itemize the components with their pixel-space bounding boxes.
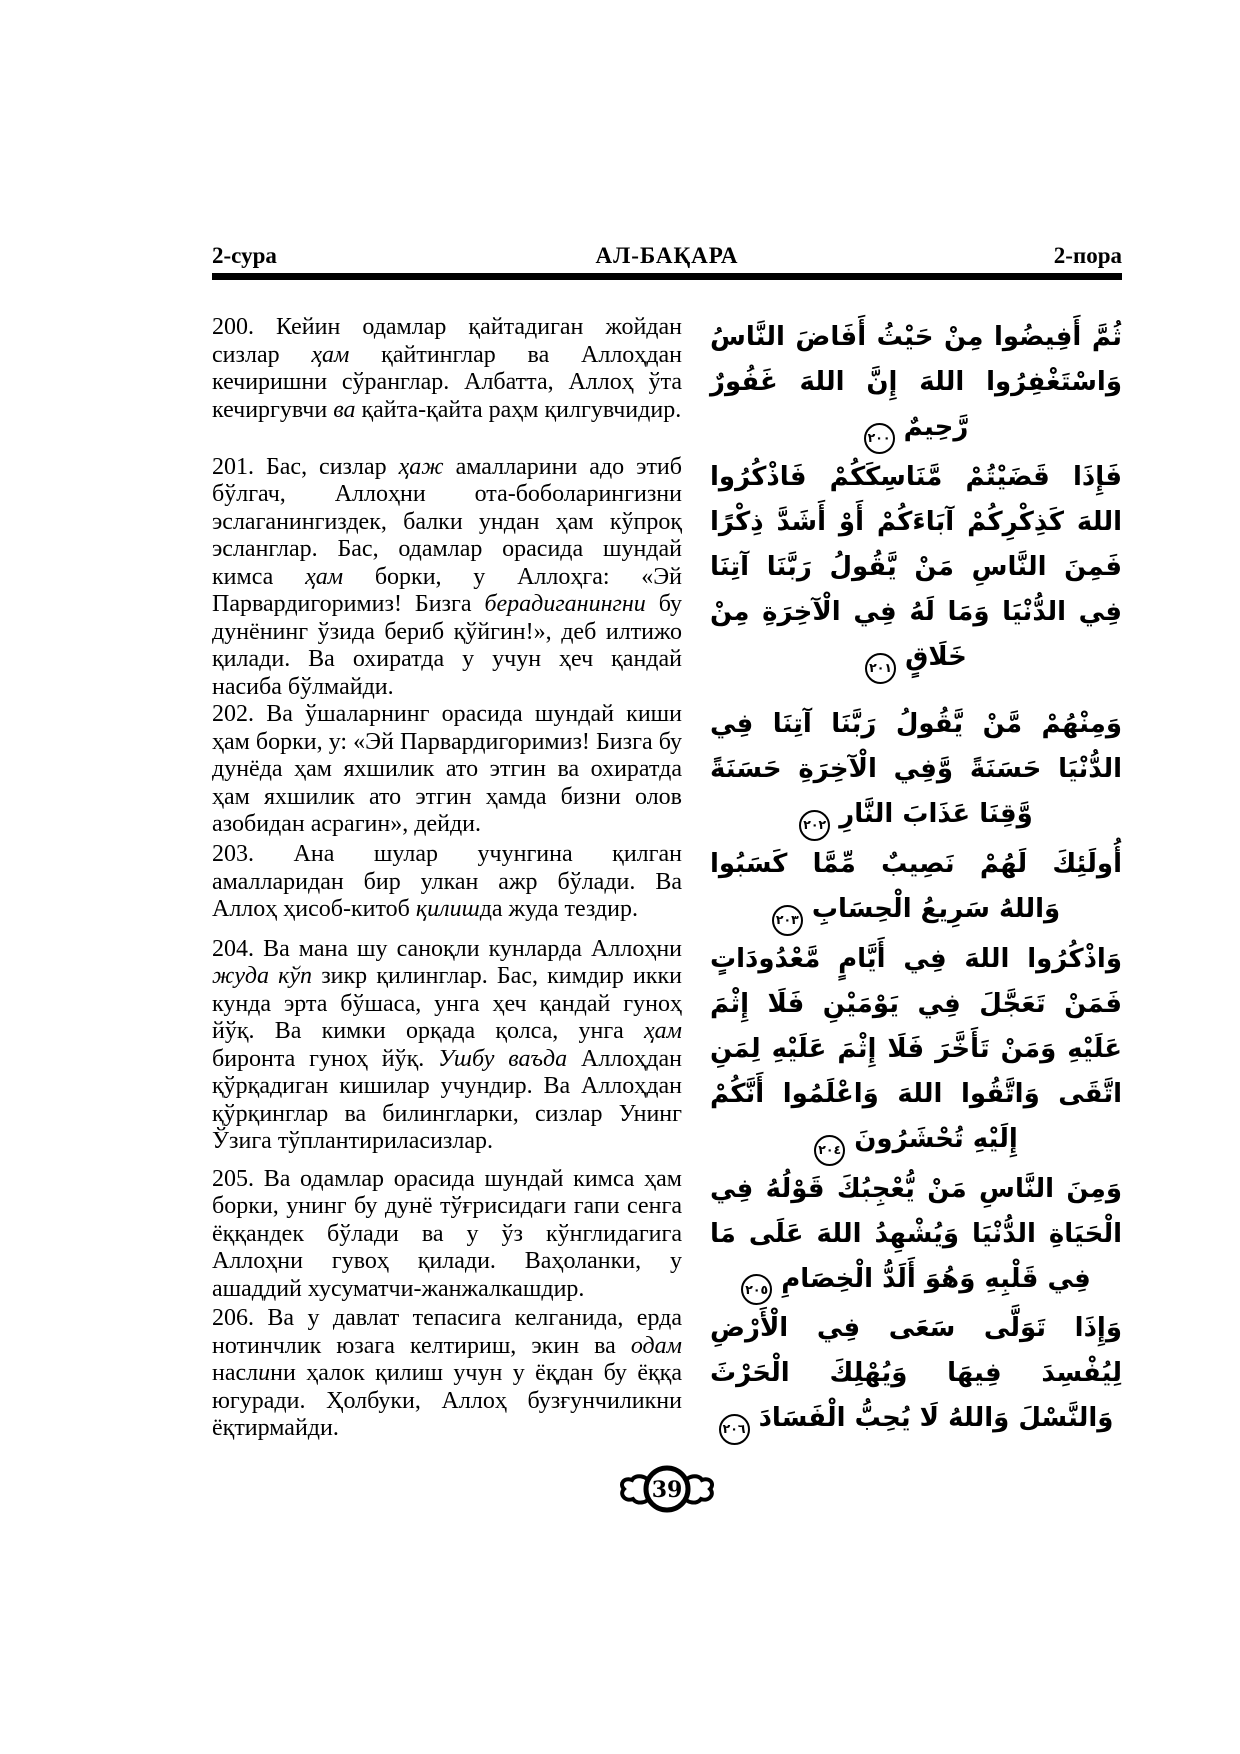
text-segment: амалларини адо этиб бўлгач, Аллоҳни ота-боболарингизни эслаганингиздек, балки ундан ҳам кўпроқ эсланглар. Бас, одамлар орасида шундай кимса — [212, 453, 682, 590]
italic-segment: ҳам — [305, 563, 344, 590]
header-pora-label: 2-пора — [1053, 243, 1122, 268]
text-segment: 202. Ва ўшаларнинг орасида шундай киши ҳам борки, у: «Эй Парвардигоримиз! Бизга бу дунёда ҳам яхшилик ато этгин ва охиратда ҳам яхшилик ато этгин ҳамда бизни олов азобидан асрагин», дейди. — [212, 701, 682, 838]
verse-row-200 — [212, 314, 1122, 454]
arabic-verse-202 — [710, 701, 1122, 841]
italic-segment: қилиш — [415, 896, 480, 922]
page-footer — [212, 1461, 1122, 1517]
text-segment: бу дунёнинг ўзида бериб қўйгин!», деб илтижо қилади. Ва охиратда у учун ҳеч қандай насиба бўлмайди. — [212, 591, 682, 700]
italic-segment: жуда кўп — [212, 963, 313, 990]
verse-end-marker: ٢٠٥ — [741, 1274, 772, 1305]
arabic-text: وَمِنَ النَّاسِ مَنْ يُّعْجِبُكَ قَوْلُهُ فِي الْحَيَاةِ الدُّنْيَا وَيُشْهِدُ اللهَ عَلَى مَا فِي قَلْبِهِ وَهُوَ أَلَدُّ الْخِصَامِ — [710, 1173, 1122, 1294]
italic-segment: берадиганингни — [484, 591, 646, 618]
verse-end-marker: ٢٠١ — [865, 653, 896, 684]
text-segment: Аллоҳдан қўрқадиган кишилар учундир. Ва Аллоҳдан қўрқинглар ва билингларки, сизлар Унинг Ўзига тўплантириласизлар. — [212, 1045, 682, 1155]
verse-end-marker: ٢٠٤ — [814, 1135, 845, 1166]
arabic-verse-206 — [710, 1305, 1122, 1445]
text-segment: 203. Ана шулар учунгина қилган амалларидан бир улкан ажр бўлади. Ва Аллоҳ ҳисоб-китоб — [212, 841, 682, 922]
verse-row-201 — [212, 454, 1122, 702]
verse-row-203 — [212, 841, 1122, 936]
arabic-text: وَإِذَا تَوَلَّى سَعَى فِي الْأَرْضِ لِيُفْسِدَ فِيهَا وَيُهْلِكَ الْحَرْثَ وَالنَّسْلَ وَاللهُ لَا يُحِبُّ الْفَسَادَ — [710, 1313, 1122, 1434]
italic-segment: ва — [333, 396, 356, 423]
text-segment: зикр қилинглар. Бас, кимдир икки кунда эрта бўшаса, унга ҳеч қандай гуноҳ йўқ. Ва кимки орқада қолса, унга — [212, 963, 682, 1045]
text-segment: қайта-қайта раҳм қилгувчидир. — [355, 396, 682, 423]
arabic-verse-204 — [710, 936, 1122, 1166]
text-segment: борки, у Аллоҳга: «Эй Парвардигоримиз! Бизга — [212, 563, 682, 618]
page-header — [212, 244, 1122, 268]
text-segment: да жуда тездир. — [479, 896, 639, 922]
italic-segment: ҳам — [311, 341, 350, 368]
text-segment: насл — [212, 1360, 259, 1387]
uzbek-paragraph-200 — [212, 314, 682, 424]
arabic-verse-205 — [710, 1166, 1122, 1306]
verse-row-206 — [212, 1305, 1122, 1445]
text-segment: ни ҳалок қилиш учун у ёқдан бу ёққа югуради. Ҳолбуки, Аллоҳ бузғунчиликни ёқтирмайди. — [212, 1360, 682, 1442]
italic-segment: одам — [630, 1332, 682, 1359]
arabic-text: ثُمَّ أَفِيضُوا مِنْ حَيْثُ أَفَاضَ النَّاسُ وَاسْتَغْفِرُوا اللهَ إِنَّ اللهَ غَفُورٌ رَّحِيمٌ — [710, 322, 1122, 442]
verse-end-marker: ٢٠٦ — [719, 1414, 750, 1445]
text-segment: 205. Ва одамлар орасида шундай кимса ҳам борки, унинг бу дунё тўғрисидаги гапи сенга ёққандек бўлади ва у ўз кўнглидагига Аллоҳни гувоҳ қилади. Ваҳоланки, у ашаддий хусуматчи-жанжалкашдир. — [212, 1165, 682, 1302]
italic-segment: и — [258, 1360, 271, 1387]
header-rule — [212, 273, 1122, 280]
verse-end-marker: ٢٠٣ — [772, 905, 803, 936]
uzbek-paragraph-201 — [212, 454, 682, 702]
arabic-verse-201 — [710, 454, 1122, 684]
page-title: АЛ-БАҚАРА — [595, 243, 739, 268]
italic-segment: ҳам — [644, 1018, 682, 1045]
verse-end-marker: ٢٠٢ — [799, 810, 830, 841]
arabic-text: وَاذْكُرُوا اللهَ فِي أَيَّامٍ مَّعْدُودَاتٍ فَمَنْ تَعَجَّلَ فِي يَوْمَيْنِ فَلَا إِثْمَ عَلَيْهِ وَمَنْ تَأَخَّرَ فَلَا إِثْمَ عَلَيْهِ لِمَنِ اتَّقَى وَاتَّقُوا اللهَ وَاعْلَمُوا أَنَّكُمْ إِلَيْهِ تُحْشَرُونَ — [710, 943, 1122, 1154]
text-segment: биронта гуноҳ йўқ. — [212, 1045, 439, 1072]
verse-row-204 — [212, 936, 1122, 1166]
uzbek-paragraph-203 — [212, 841, 682, 924]
uzbek-paragraph-206 — [212, 1305, 682, 1443]
text-segment: 201. Бас, сизлар — [212, 453, 399, 480]
text-segment: 206. Ва у давлат тепасига келганида, ерда нотинчлик юзага келтириш, экин ва — [212, 1305, 682, 1359]
page-number-ornament-icon — [617, 1461, 717, 1517]
arabic-verse-200 — [710, 314, 1122, 454]
header-sura-label: 2-сура — [212, 243, 277, 268]
uzbek-paragraph-204 — [212, 936, 682, 1156]
arabic-text: فَإِذَا قَضَيْتُمْ مَّنَاسِكَكُمْ فَاذْكُرُوا اللهَ كَذِكْرِكُمْ آبَاءَكُمْ أَوْ أَشَدَّ ذِكْرًا فَمِنَ النَّاسِ مَنْ يَّقُولُ رَبَّنَا آتِنَا فِي الدُّنْيَا وَمَا لَهُ فِي الْآخِرَةِ مِنْ خَلَاقٍ — [710, 461, 1122, 672]
arabic-verse-203 — [710, 841, 1122, 936]
text-segment: қайтинглар ва Аллоҳдан кечиришни сўранглар. Албатта, Аллоҳ ўта кечиргувчи — [212, 341, 682, 423]
text-segment: 200. Кейин одамлар қайтадиган жойдан сизлар — [212, 314, 682, 368]
verse-end-marker: ٢٠٠ — [864, 423, 895, 454]
verse-row-202 — [212, 701, 1122, 841]
arabic-text: أُولَئِكَ لَهُمْ نَصِيبٌ مِّمَّا كَسَبُوا وَاللهُ سَرِيعُ الْحِسَابِ — [710, 849, 1122, 924]
text-segment: 204. Ва мана шу саноқли кунларда Аллоҳни — [212, 935, 682, 962]
italic-segment: ҳаж — [398, 453, 444, 480]
uzbek-paragraph-205 — [212, 1166, 682, 1304]
verse-row-205 — [212, 1166, 1122, 1306]
verses-container — [212, 314, 1122, 1445]
italic-segment: Ушбу ваъда — [438, 1045, 568, 1072]
page-number: 39 — [651, 1477, 683, 1503]
arabic-text: وَمِنْهُمْ مَّنْ يَّقُولُ رَبَّنَا آتِنَا فِي الدُّنْيَا حَسَنَةً وَّفِي الْآخِرَةِ حَسَنَةً وَّقِنَا عَذَابَ النَّارِ — [710, 709, 1122, 830]
uzbek-paragraph-202 — [212, 701, 682, 839]
